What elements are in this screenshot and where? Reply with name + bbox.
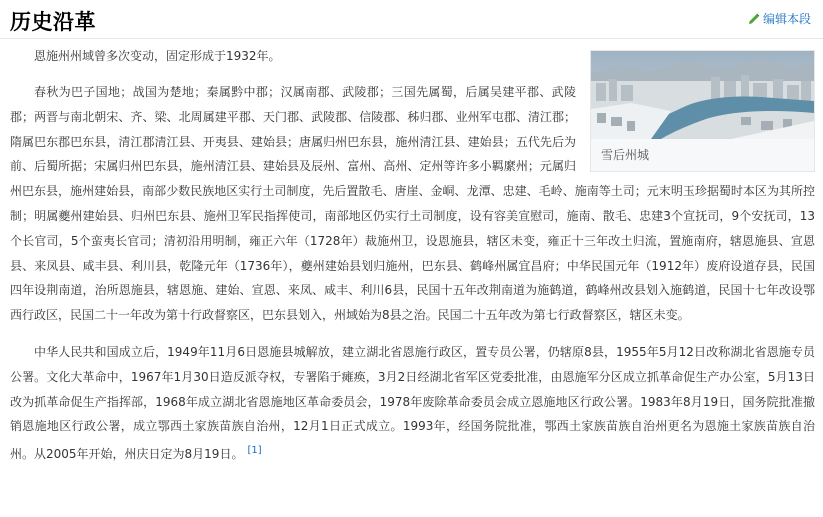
- intro-paragraph: 恩施州州域曾多次变动，固定形成于1932年。: [34, 49, 281, 63]
- edit-section-label: 编辑本段: [762, 12, 811, 26]
- edit-section-button[interactable]: [748, 10, 811, 27]
- section-header: [0, 0, 823, 39]
- modern-history-text: 中华人民共和国成立后，1949年11月6日恩施县城解放，建立湖北省恩施行政区，置专员公署，仍辖原8县，1955年5月12日改称湖北省恩施专员公署。文化大革命中，1967年1月30日造反派夺权，专署陷于瘫痪，3月2日经湖北省军区党委批准，由恩施军分区成立抓革命促生产办公室，5月13日改为抓革命促生产指挥部，1968年成立湖北省恩施地区革命委员会，1978年废除革命委员会成立恩施地区行政公署。1983年8月19日，国务院批准撤销恩施地区行政公署，成立鄂西土家族苗族自治州，12月1日正式成立。1993年，经国务院批准，鄂西土家族苗族自治州更名为恩施土家族苗族自治州。从2005年开始，州庆日定为8月19日。: [10, 344, 815, 462]
- reference-link[interactable]: [1]: [247, 445, 262, 457]
- city-photo-figure[interactable]: [590, 50, 815, 172]
- history-content: [10, 44, 815, 479]
- figure-caption: 雪后州城: [601, 148, 650, 162]
- ancient-history-paragraph: 春秋为巴子国地；战国为楚地；秦属黔中郡；汉属南郡、武陵郡；三国先属蜀，后属吴建平郡、武陵郡；两晋与南北朝宋、齐、梁、北周属建平郡、天门郡、武陵郡、信陵郡、秭归郡、业州军屯郡、清江郡；隋属巴东郡巴东县，清江郡清江县、开夷县、建始县；唐属归州巴东县，施州清江县、建始县；五代先后为前、后蜀所据；宋属归州巴东县，施州清江县、建始县及辰州、富州、高州、定州等许多小羁縻州；元属归州巴东县，施州建始县，南部少数民族地区实行土司制度，先后置散毛、唐崖、金峒、龙潭、忠建、毛岭、施南等土司；元末明玉珍据蜀时本区为其所控制；明属夔州建始县、归州巴东县、施州卫军民指挥使司，南部地区仍实行土司制度，设有容美宣慰司，施南、散毛、忠建3个宣抚司，9个安抚司，13个长官司，5个蛮夷长官司；清初沿用明制，雍正六年（1728年）裁施州卫，设恩施县，辖区未变，雍正十三年改土归流，置施南府，辖恩施县、宣恩县、来凤县、咸丰县、利川县，乾隆元年（1736年），夔州建始县划归施州，巴东县、鹤峰州属宜昌府；中华民国元年（1912年）废府设道存县，民国四年设荆南道，治所恩施县，辖恩施、建始、宣恩、来凤、咸丰、利川6县，民国十五年改荆南道为施鹤道，鹤峰州改县划入施鹤道，民国十七年改设鄂西行政区，民国二十一年改为第十行政督察区，巴东县划入，州域始为8县之治。民国二十五年改为第七行政督察区，辖区未变。: [10, 85, 815, 323]
- section-title: 历史沿革: [10, 10, 96, 34]
- city-photo[interactable]: [591, 51, 814, 139]
- modern-history-paragraph: [10, 340, 815, 467]
- pencil-icon: [748, 13, 760, 25]
